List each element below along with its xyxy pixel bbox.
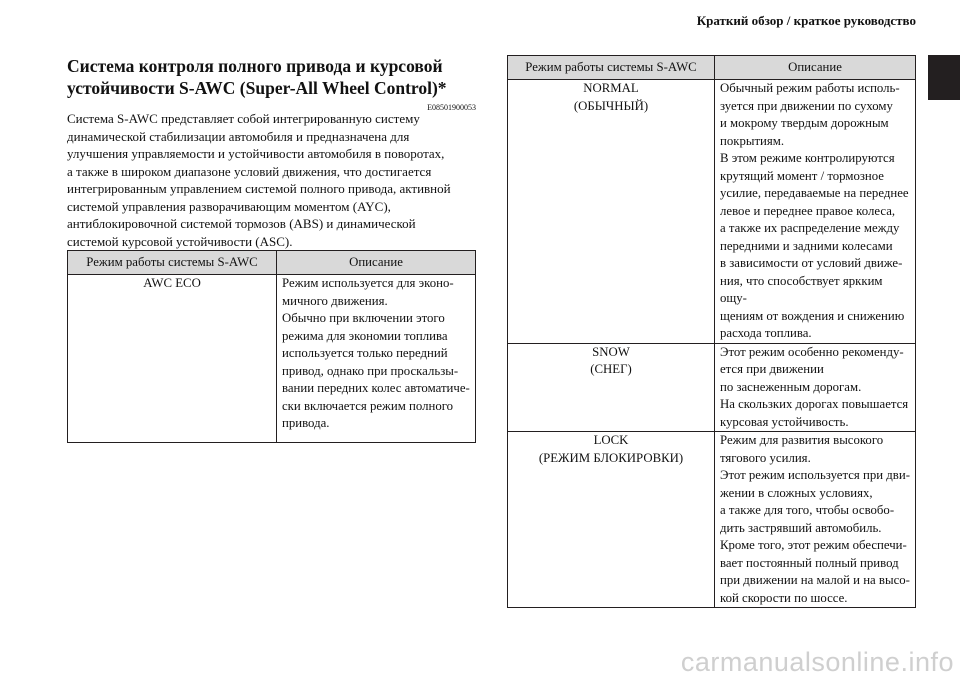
description-cell bbox=[715, 432, 916, 608]
description-line: Обычный режим работы исполь- bbox=[720, 81, 900, 95]
section-title-line: Система контроля полного привода и курсовой bbox=[67, 56, 443, 76]
mode-name-translation: (РЕЖИМ БЛОКИРОВКИ) bbox=[538, 450, 684, 465]
description-column-header: Описание bbox=[277, 251, 476, 275]
description-line: левое и переднее правое колеса, bbox=[720, 203, 896, 218]
description-line: крутящий момент / тормозное bbox=[720, 168, 884, 183]
mode-cell bbox=[508, 343, 715, 432]
mode-name-translation: (СНЕГ) bbox=[590, 362, 632, 376]
description-line: ния, что способствует яркким ощу- bbox=[720, 273, 883, 305]
mode-name: LOCK bbox=[593, 433, 629, 447]
description-line: Кроме того, этот режим обеспечи- bbox=[720, 538, 907, 552]
section-title bbox=[67, 55, 476, 99]
description-line: ется при движении bbox=[720, 362, 824, 376]
description-line: а также для того, чтобы освобо- bbox=[720, 503, 895, 517]
description-line: усилие, передаваемые на переднее bbox=[720, 186, 909, 200]
description-line: зуется при движении по сухому bbox=[720, 98, 893, 113]
section-body bbox=[67, 110, 476, 250]
description-line: Этот режим используется при дви- bbox=[720, 468, 910, 482]
section-intro bbox=[67, 55, 476, 250]
table-row bbox=[508, 343, 916, 432]
description-line: кой скорости по шоссе. bbox=[720, 590, 848, 605]
description-line: по заснеженным дорогам. bbox=[720, 379, 862, 394]
description-line: используется только передний bbox=[282, 346, 448, 360]
description-line: На скользких дорогах повышается bbox=[720, 397, 909, 411]
description-line: тягового усилия. bbox=[720, 450, 811, 465]
mode-name-translation: (ОБЫЧНЫЙ) bbox=[573, 98, 649, 113]
table-header-row bbox=[508, 56, 916, 80]
description-line: и мокрому твердым дорожным bbox=[720, 116, 889, 130]
mode-cell bbox=[508, 80, 715, 344]
description-line: при движении на малой и на высо- bbox=[720, 573, 910, 587]
description-line: покрытиям. bbox=[720, 133, 785, 148]
description-line: передними и задними колесами bbox=[720, 238, 893, 253]
awc-eco-mode-table bbox=[67, 250, 476, 443]
body-line: динамической стабилизации автомобиля и предназначена для bbox=[67, 128, 410, 144]
description-line: В этом режиме контролируются bbox=[720, 151, 895, 165]
table-header-row bbox=[68, 251, 476, 275]
mode-column-header: Режим работы системы S-AWC bbox=[508, 56, 715, 80]
body-line: антиблокировочной системой тормозов (ABS) и динамической bbox=[67, 216, 416, 231]
description-line: вает постоянный полный привод bbox=[720, 555, 899, 570]
description-line: мичного движения. bbox=[282, 293, 388, 308]
description-line: режима для экономии топлива bbox=[282, 328, 448, 343]
drive-modes-table bbox=[507, 55, 916, 608]
mode-name: AWC ECO bbox=[143, 276, 201, 290]
description-line: щениям от вождения и снижению bbox=[720, 308, 905, 323]
body-line: улучшения управляемости и устойчивости автомобиля в поворотах, bbox=[67, 146, 445, 161]
table-row bbox=[508, 432, 916, 608]
description-line: в зависимости от условий движе- bbox=[720, 256, 903, 270]
mode-column-header: Режим работы системы S-AWC bbox=[68, 251, 277, 275]
description-column-header: Описание bbox=[715, 56, 916, 80]
watermark: carmanualsonline.info bbox=[680, 647, 954, 677]
description-line: ски включается режим полного bbox=[282, 398, 454, 413]
mode-name: NORMAL bbox=[583, 81, 639, 95]
page-header: Краткий обзор / краткое руководство bbox=[696, 13, 916, 28]
description-line: а также их распределение между bbox=[720, 221, 900, 235]
section-tab-marker bbox=[928, 55, 960, 100]
table-row bbox=[508, 80, 916, 344]
mode-cell bbox=[68, 275, 277, 443]
description-line: Этот режим особенно рекоменду- bbox=[720, 344, 904, 359]
mode-cell bbox=[508, 432, 715, 608]
mode-name: SNOW bbox=[592, 344, 630, 359]
description-line: курсовая устойчивость. bbox=[720, 414, 849, 429]
table-row bbox=[68, 275, 476, 443]
description-line: дить застрявший автомобиль. bbox=[720, 520, 882, 535]
body-line: Система S-AWC представляет собой интегрированную систему bbox=[67, 111, 420, 126]
description-line: привод, однако при проскальзы- bbox=[282, 363, 459, 378]
description-line: Режим используется для эконо- bbox=[282, 276, 454, 290]
description-cell bbox=[277, 275, 476, 443]
section-title-line: устойчивости S-AWC (Super-All Wheel Control)* bbox=[67, 78, 447, 98]
description-cell bbox=[715, 80, 916, 344]
body-line: системой курсовой устойчивости (ASC). bbox=[67, 233, 293, 249]
body-line: а также в широком диапазоне условий движения, что достигается bbox=[67, 163, 432, 179]
body-line: интегрированным управлением системой полного привода, активной bbox=[67, 181, 451, 196]
description-line: Обычно при включении этого bbox=[282, 311, 445, 325]
description-line: привода. bbox=[282, 416, 330, 430]
section-code: E08501900053 bbox=[427, 103, 476, 112]
description-line: жении в сложных условиях, bbox=[720, 485, 873, 500]
body-line: системой управления разворачивающим моментом (AYC), bbox=[67, 198, 391, 214]
description-line: расхода топлива. bbox=[720, 326, 812, 340]
description-line: вании передних колес автоматиче- bbox=[282, 381, 470, 395]
description-line: Режим для развития высокого bbox=[720, 433, 884, 447]
description-cell bbox=[715, 343, 916, 432]
